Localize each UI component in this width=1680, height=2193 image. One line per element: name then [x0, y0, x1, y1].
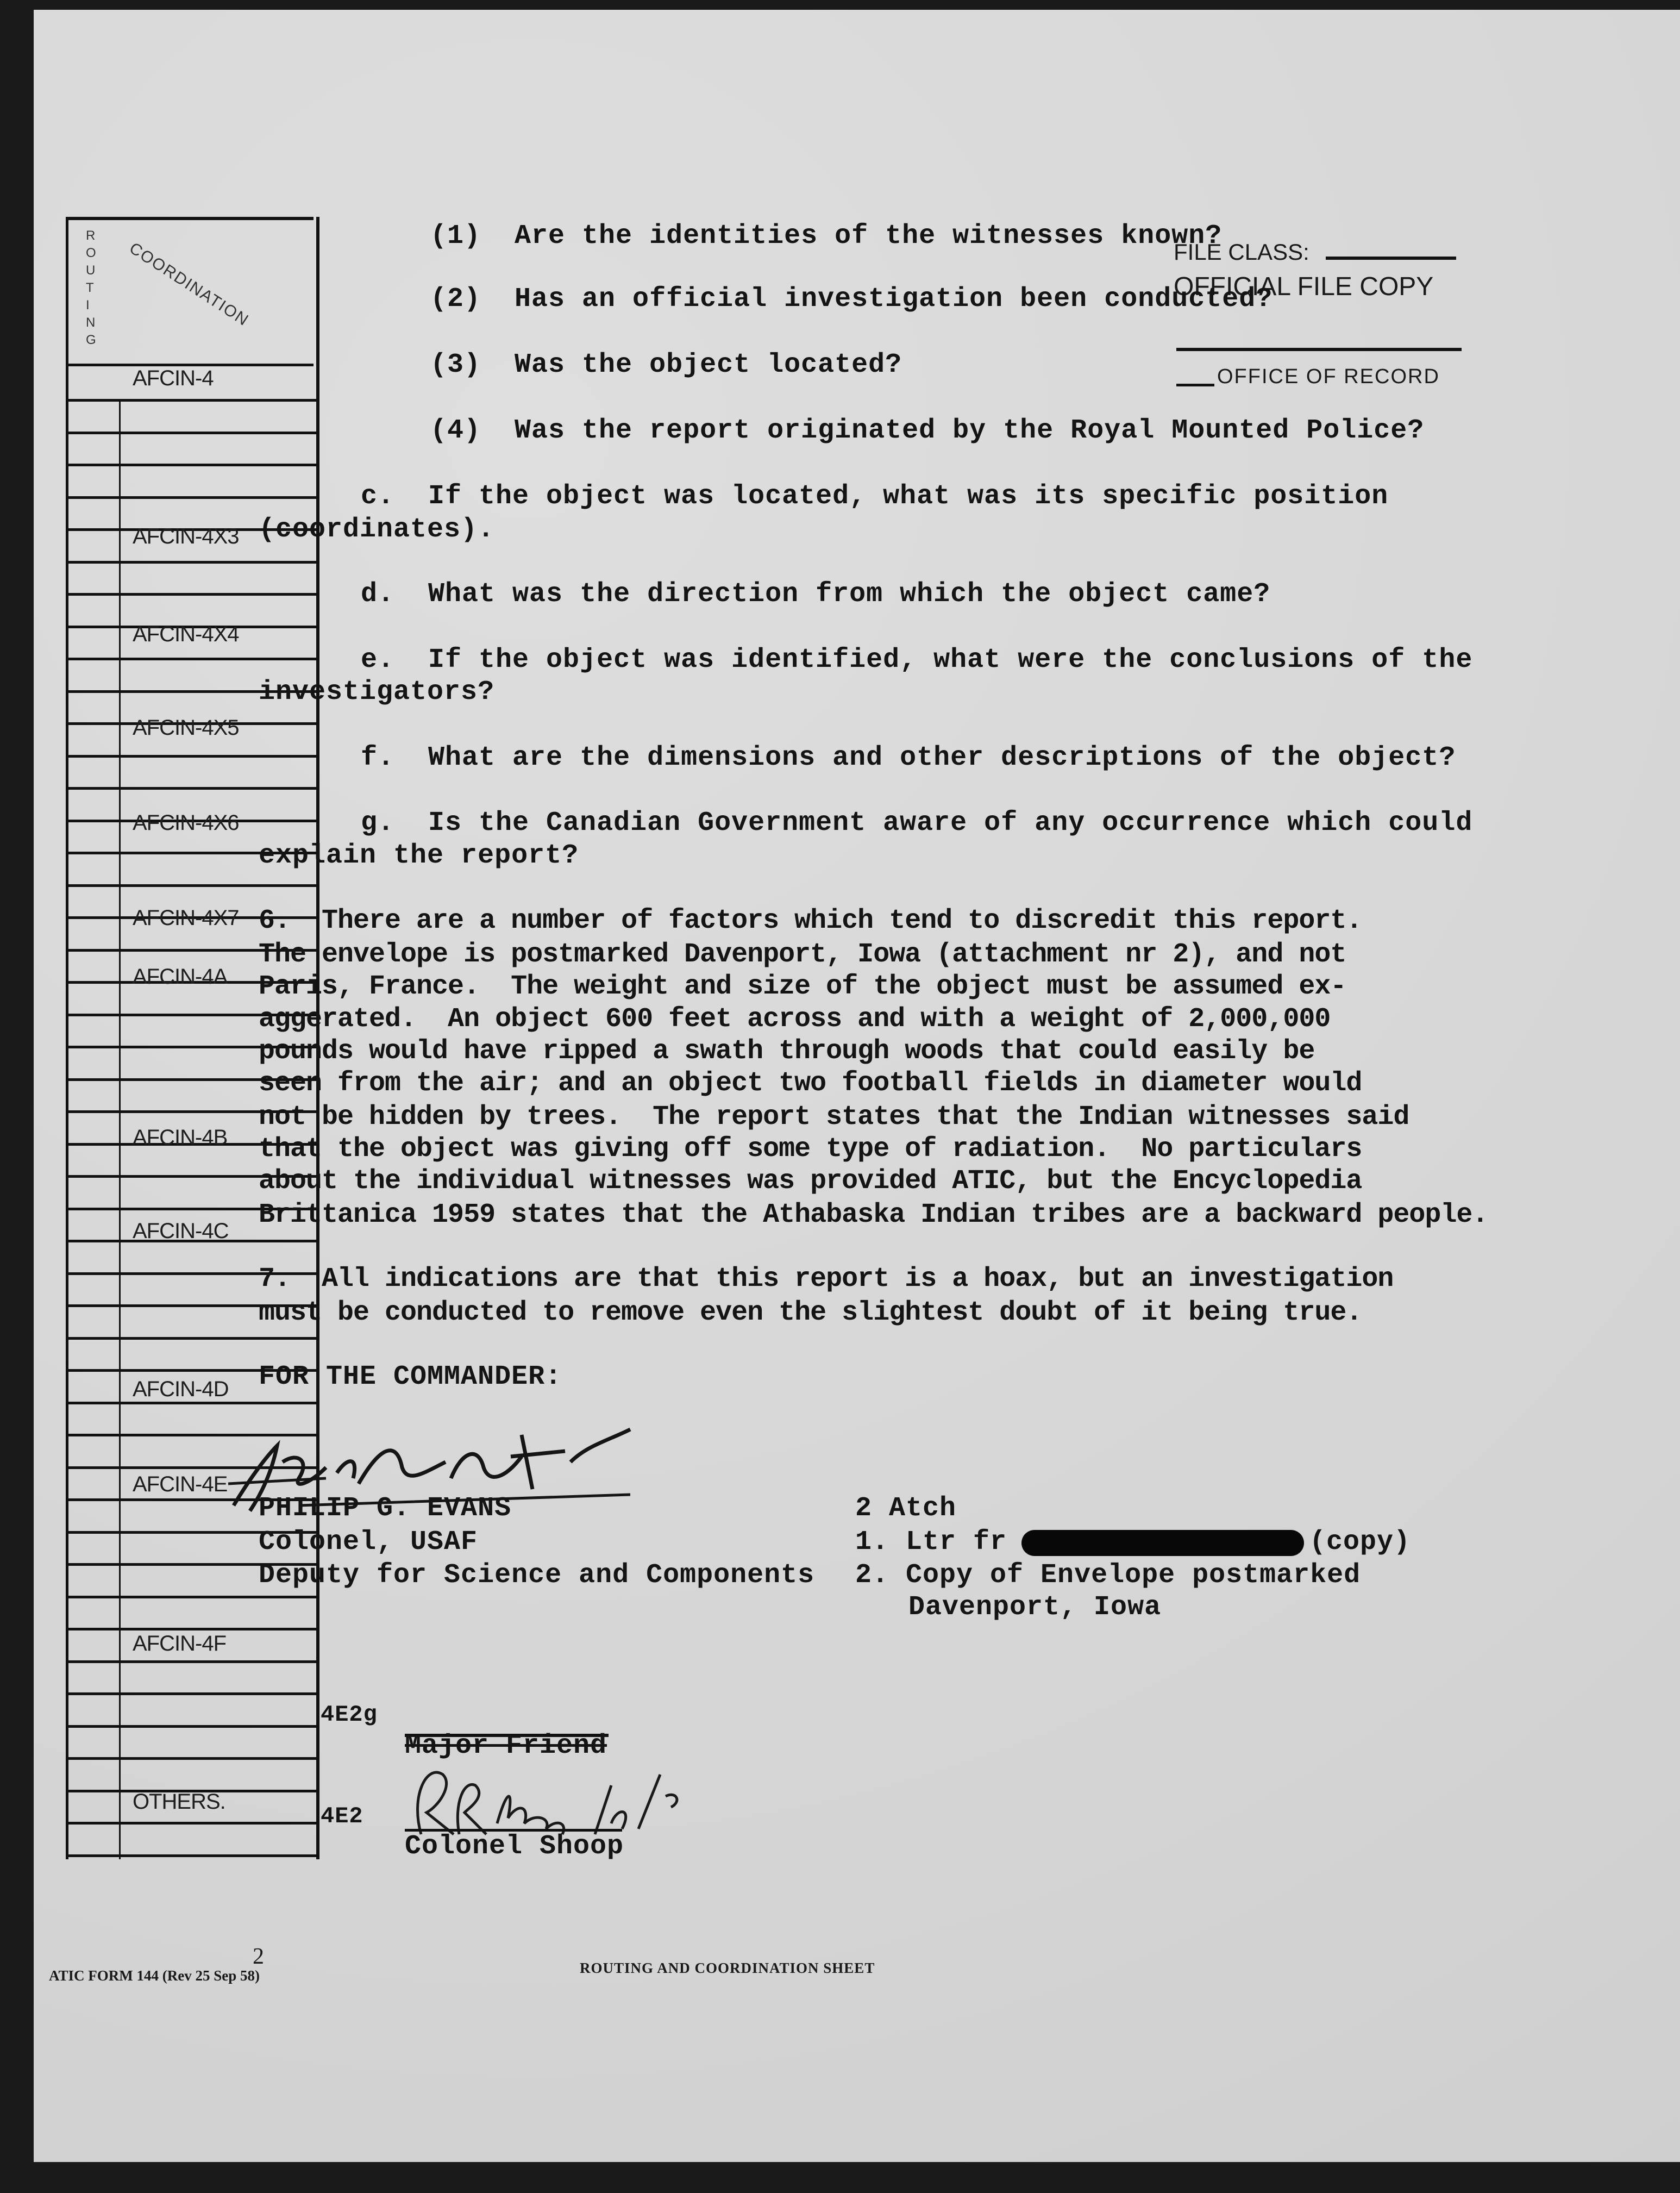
attachment-2: 2. Copy of Envelope postmarked: [855, 1560, 1361, 1591]
para6-line: not be hidden by trees. The report states that the Indian witnesses said: [259, 1102, 1409, 1133]
redaction-mark: [1021, 1530, 1304, 1556]
routing-letter: I: [86, 298, 90, 313]
coord-name-1: Major Friend: [405, 1730, 607, 1761]
routing-letter: N: [86, 315, 96, 330]
routing-letter: O: [86, 246, 96, 260]
coord-name-2: Colonel Shoop: [405, 1831, 624, 1862]
coordination-label: COORDINATION: [126, 239, 252, 330]
routing-row-line: [66, 1402, 317, 1404]
para7-line: 7. All indications are that this report is a hoax, but an investigation: [259, 1264, 1394, 1295]
form-id: ATIC FORM 144 (Rev 25 Sep 58): [49, 1967, 260, 1984]
official-file-copy: OFFICIAL FILE COPY: [1174, 272, 1434, 301]
routing-row-line: [66, 464, 317, 466]
item-g: g. Is the Canadian Government aware of any occurrence which could: [361, 808, 1473, 839]
routing-office-label: AFCIN-4X4: [133, 622, 239, 646]
routing-letter: G: [86, 333, 96, 347]
routing-office-label: AFCIN-4X3: [133, 524, 239, 548]
signer-rank: Colonel, USAF: [259, 1527, 478, 1558]
office-of-record: OFFICE OF RECORD: [1217, 365, 1440, 388]
routing-office-label: AFCIN-4C: [133, 1219, 229, 1243]
routing-row-line: [66, 432, 317, 434]
para6-line: that the object was giving off some type of radiation. No particulars: [259, 1134, 1362, 1165]
routing-row-line: [66, 1757, 317, 1760]
para6-line: seen from the air; and an object two football fields in diameter would: [259, 1068, 1362, 1099]
routing-row-line: [66, 1337, 317, 1340]
routing-row-line: [66, 561, 317, 564]
routing-office-label: OTHERS.: [133, 1790, 225, 1814]
routing-row-line: [66, 1628, 317, 1630]
routing-row-line: [66, 1692, 317, 1695]
para6-line: Brittanica 1959 states that the Athabaska Indian tribes are a backward people.: [259, 1199, 1488, 1230]
item-g-cont: explain the report?: [259, 840, 579, 871]
routing-office-label: AFCIN-4B: [133, 1126, 228, 1149]
routing-letter: R: [86, 228, 96, 243]
coord-code-2: 4E2: [321, 1803, 363, 1829]
routing-row-line: [66, 787, 317, 790]
routing-row-line: [66, 1725, 317, 1728]
item-c: c. If the object was located, what was its specific position: [361, 481, 1389, 512]
routing-letter: U: [86, 263, 96, 278]
routing-letter: T: [86, 280, 94, 295]
routing-office-label: AFCIN-4X5: [133, 716, 239, 740]
routing-office-label: AFCIN-4: [133, 366, 214, 390]
routing-row-line: [66, 496, 317, 499]
signer-name: PHILIP G. EVANS: [259, 1493, 512, 1524]
routing-row-line: [66, 884, 317, 887]
routing-row-line: [66, 399, 317, 402]
form-title: ROUTING AND COORDINATION SHEET: [580, 1960, 875, 1976]
file-class-label: FILE CLASS:: [1174, 239, 1309, 265]
question-2: (2) Has an official investigation been conducted?: [430, 284, 1273, 315]
routing-row-line: [66, 658, 317, 660]
routing-row-line: [66, 1822, 317, 1825]
para6-line: Paris, France. The weight and size of the object must be assumed ex-: [259, 971, 1346, 1002]
coord-code-1: 4E2g: [321, 1702, 378, 1728]
item-f: f. What are the dimensions and other descriptions of the object?: [361, 742, 1456, 773]
routing-row-line: [66, 593, 317, 596]
page-number: 2: [253, 1944, 264, 1969]
routing-office-label: AFCIN-4D: [133, 1377, 229, 1401]
routing-inner-divider: [119, 399, 121, 1859]
routing-row-line: [66, 1660, 317, 1663]
routing-row-line: [66, 755, 317, 758]
routing-row-line: [66, 1596, 317, 1598]
attachment-2-cont: Davenport, Iowa: [908, 1592, 1162, 1623]
para6-line: pounds would have ripped a swath through woods that could easily be: [259, 1036, 1315, 1067]
routing-row-line: [66, 1854, 317, 1857]
item-c-cont: (coordinates).: [259, 514, 495, 545]
file-class-blank: [1326, 257, 1456, 260]
item-e-cont: investigators?: [259, 677, 495, 708]
para6-line: 6. There are a number of factors which tend to discredit this report.: [259, 905, 1362, 936]
routing-office-label: AFCIN-4X7: [133, 906, 239, 930]
routing-office-label: AFCIN-4F: [133, 1632, 226, 1655]
routing-office-label: AFCIN-4E: [133, 1472, 228, 1496]
question-3: (3) Was the object located?: [430, 349, 902, 380]
office-blank: [1176, 384, 1214, 386]
routing-office-label: AFCIN-4X6: [133, 811, 239, 835]
routing-office-label: AFCIN-4A: [133, 965, 228, 989]
item-e: e. If the object was identified, what were the conclusions of the: [361, 645, 1473, 676]
para6-line: about the individual witnesses was provided ATIC, but the Encyclopedia: [259, 1166, 1362, 1197]
attachment-1-suffix: (copy): [1309, 1527, 1411, 1558]
question-1: (1) Are the identities of the witnesses known?: [430, 221, 1223, 252]
office-line: [1176, 348, 1462, 351]
question-4: (4) Was the report originated by the Royal Mounted Police?: [430, 415, 1425, 446]
para6-line: aggerated. An object 600 feet across and with a weight of 2,000,000: [259, 1004, 1331, 1035]
closing: FOR THE COMMANDER:: [259, 1361, 562, 1392]
signer-title: Deputy for Science and Components: [259, 1560, 815, 1591]
para7-line: must be conducted to remove even the slightest doubt of it being true.: [259, 1297, 1362, 1328]
item-d: d. What was the direction from which the object came?: [361, 579, 1271, 610]
attachments-heading: 2 Atch: [855, 1493, 957, 1524]
para6-line: The envelope is postmarked Davenport, Iowa (attachment nr 2), and not: [259, 939, 1346, 970]
attachment-1-prefix: 1. Ltr fr: [855, 1527, 1007, 1558]
